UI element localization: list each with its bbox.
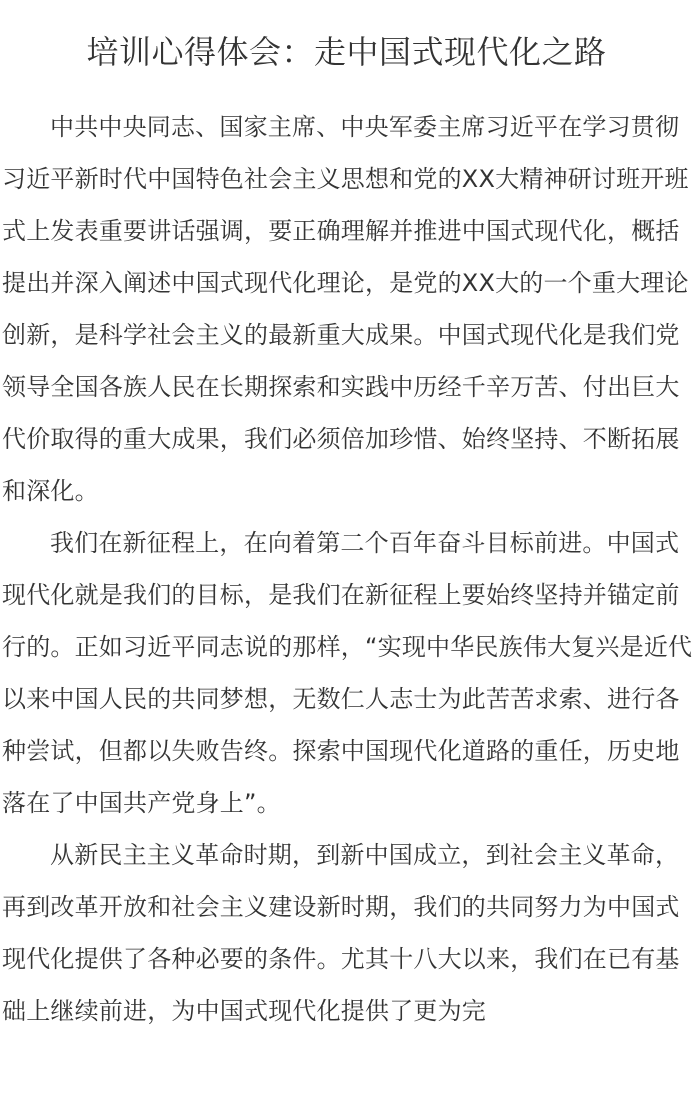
document-title: 培训心得体会：走中国式现代化之路 — [86, 33, 607, 71]
body-paragraph-2: 我们在新征程上，在向着第二个百年奋斗目标前进。中国式现代化就是我们的目标，是我们在新征程上要始终坚持并锚定前行的。正如习近平同志说的那样，“实现中华民族伟大复兴是近代以来中国人民的共同梦想，无数仁人志士为此苦苦求索、进行各种尝试，但都以失败告终。探索中国现代化道路的重任，历史地落在了中国共产党身上”。 — [2, 529, 693, 817]
body-paragraph-3: 从新民主主义革命时期，到新中国成立，到社会主义革命，再到改革开放和社会主义建设新时期，我们的共同努力为中国式现代化提供了各种必要的条件。尤其十八大以来，我们在已有基础上继续前进，为中国式现代化提供了更为完 — [2, 841, 680, 1025]
document-body — [0, 101, 693, 1037]
body-paragraph-1: 中共中央同志、国家主席、中央军委主席习近平在学习贯彻习近平新时代中国特色社会主义思想和党的XX大精神研讨班开班式上发表重要讲话强调，要正确理解并推进中国式现代化，概括提出并深入阐述中国式现代化理论，是党的XX大的一个重大理论创新，是科学社会主义的最新重大成果。中国式现代化是我们党领导全国各族人民在长期探索和实践中历经千辛万苦、付出巨大代价取得的重大成果，我们必须倍加珍惜、始终坚持、不断拓展和深化。 — [2, 113, 689, 505]
